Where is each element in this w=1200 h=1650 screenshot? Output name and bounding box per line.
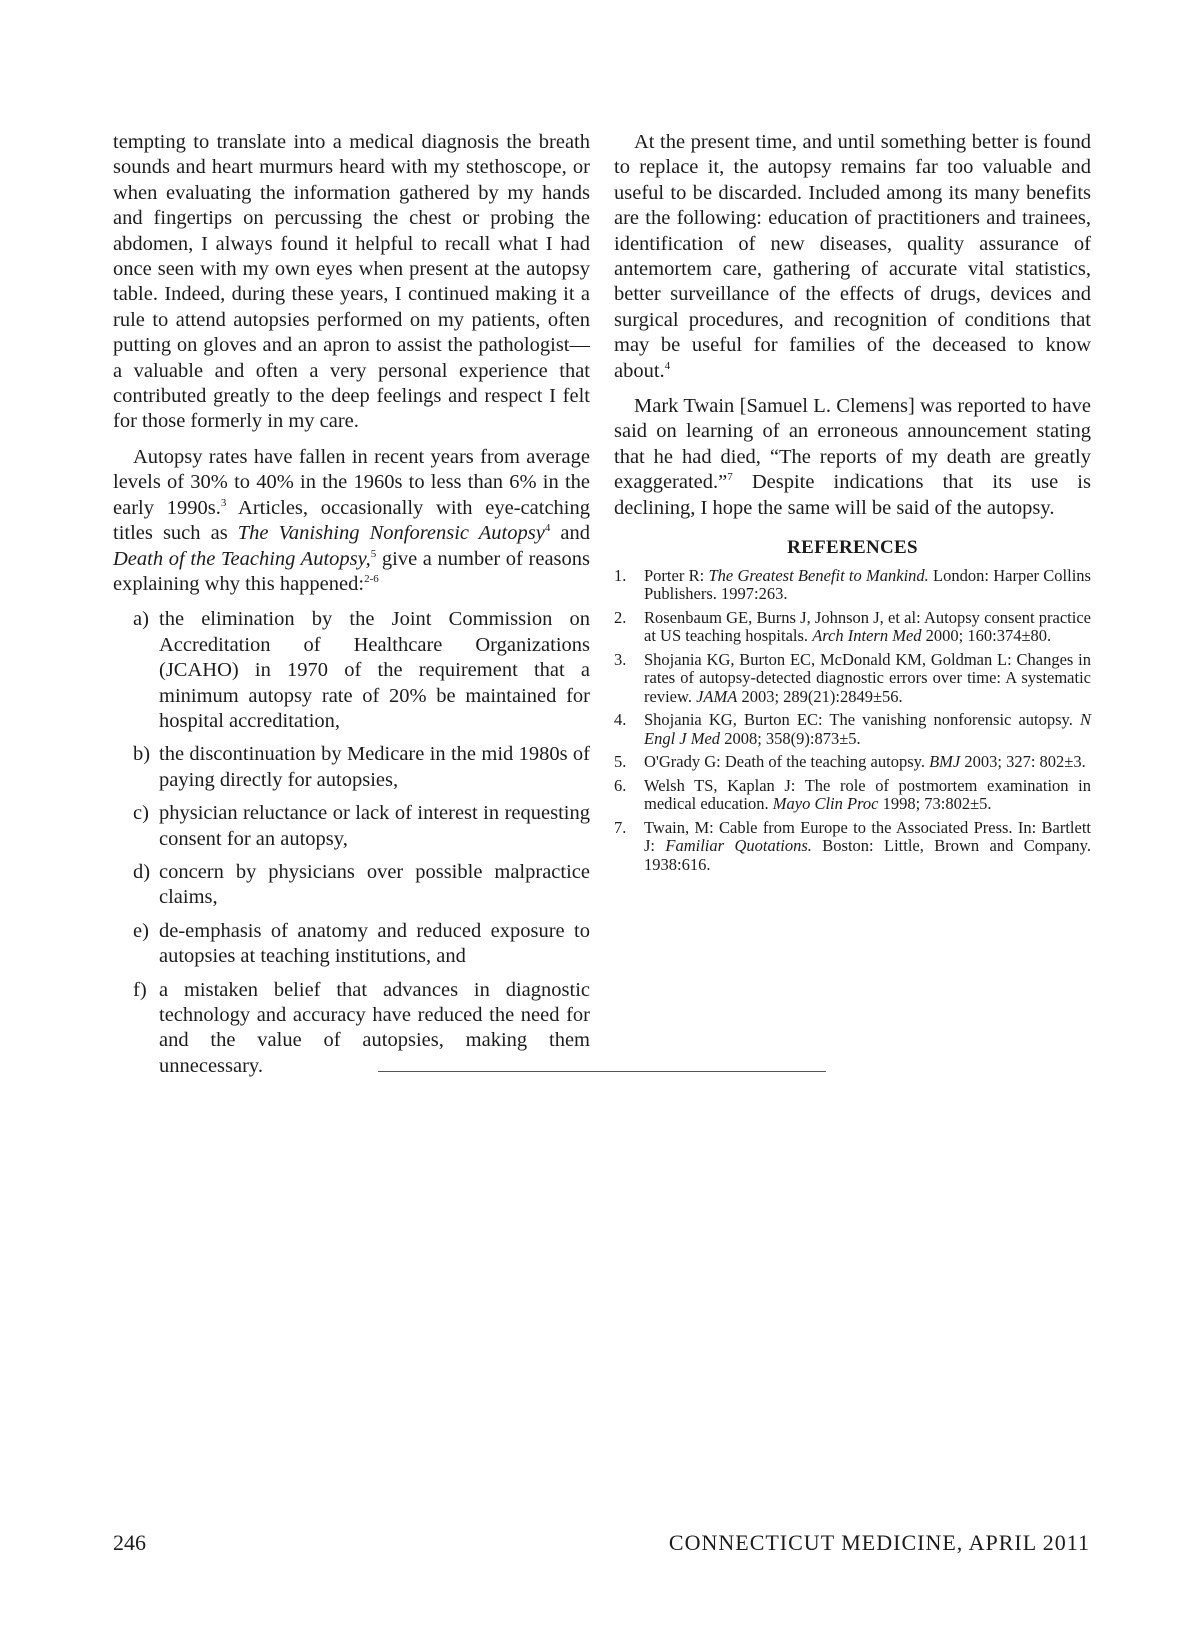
body-paragraph: tempting to translate into a medical diagnosis the breath sounds and heart murmurs heard with my stethoscope, or when evaluating the information gathered by my hands and fingertips on percussing the chest or probing the abdomen, I always found it helpful to recall what I had once seen with my own eyes when present at the autopsy table. Indeed, during these years, I continued making it a rule to attend autopsies performed on my patients, often putting on gloves and an apron to assist the pathologist— a valuable and often a very personal experience that contributed greatly to the deep feelings and respect I felt for those formerly in my care. [113, 131, 590, 433]
text-run: Rosenbaum GE, Burns J, Johnson J, et al: Autopsy consent practice at US teaching hospitals. [644, 607, 1091, 645]
text-run: and [550, 522, 591, 545]
reference-text [644, 777, 1091, 814]
left-column [113, 130, 590, 1087]
source-title: The Greatest Benefit to Mankind. [708, 565, 929, 585]
section-divider [378, 1071, 826, 1072]
reference-number: 1. [614, 565, 627, 585]
page-number: 246 [113, 1530, 146, 1555]
text-run: O'Grady G: Death of the teaching autopsy. [644, 752, 930, 771]
reasons-list [113, 607, 590, 1079]
reference-number: 4. [614, 710, 627, 729]
citation-superscript: 4 [664, 359, 671, 372]
running-footer: CONNECTICUT MEDICINE, APRIL 2011 [668, 1530, 1090, 1555]
reference-number: 5. [614, 752, 627, 771]
text-run: 2003; 327: 802±3. [960, 752, 1086, 771]
list-item-text: the discontinuation by Medicare in the mid 1980s of paying directly for autopsies, [159, 743, 590, 791]
list-marker: e) [133, 919, 149, 942]
source-title: N Engl J Med [644, 710, 1091, 748]
list-item [133, 860, 590, 911]
text-run: Boston: Little, Brown and Company. 1938:616. [644, 836, 1091, 874]
reference-item [614, 609, 1091, 646]
reference-item [614, 651, 1091, 707]
text-run: Welsh TS, Kaplan J: The role of postmortem examination in medical education. [644, 775, 1091, 813]
reference-text [644, 711, 1091, 748]
article-title: The Vanishing Nonforensic Autopsy [237, 522, 545, 545]
reference-item [614, 711, 1091, 748]
text-run: Shojania KG, Burton EC, McDonald KM, Goldman L: Changes in rates of autopsy-detected diagnostic errors over time: A systematic review. [644, 649, 1091, 706]
list-marker: b) [133, 743, 151, 766]
reference-item [614, 777, 1091, 814]
text-run: Twain, M: Cable from Europe to the Associated Press. In: Bartlett J: [644, 817, 1091, 855]
reference-item [614, 819, 1091, 875]
reference-text [644, 819, 1091, 875]
article-title: Death of the Teaching Autopsy, [113, 547, 371, 570]
text-run: 2003; 289(21):2849±56. [737, 686, 903, 706]
reference-number: 6. [614, 775, 627, 795]
text-run: Shojania KG, Burton EC: The vanishing nonforensic autopsy. [644, 710, 1080, 729]
list-item-text: concern by physicians over possible malpractice claims, [159, 860, 590, 909]
list-item [133, 801, 590, 852]
citation-superscript: 4 [544, 522, 551, 535]
reference-text [644, 567, 1091, 604]
text-run: 2000; 160:374±80. [921, 626, 1052, 645]
references-list [614, 567, 1091, 875]
source-title: Familiar Quotations. [665, 836, 812, 855]
reference-item [614, 753, 1091, 772]
list-item [133, 919, 590, 970]
reference-text [644, 609, 1091, 646]
citation-superscript: 3 [220, 496, 227, 509]
citation-superscript: 5 [370, 547, 377, 560]
reference-number: 3. [614, 649, 627, 669]
text-run: Porter R: [644, 565, 709, 585]
source-title: Mayo Clin Proc [772, 794, 879, 813]
citation-superscript: 7 [727, 471, 733, 484]
list-marker: d) [133, 860, 151, 883]
list-item-text: a mistaken belief that advances in diagnostic technology and accuracy have reduced the need for and the value of autopsies, making them unnecessary. [159, 978, 590, 1077]
list-item-text: de-emphasis of anatomy and reduced exposure to autopsies at teaching institutions, and [159, 919, 590, 968]
body-paragraph [614, 130, 1091, 384]
reference-number: 2. [614, 607, 627, 627]
text-run: 2008; 358(9):873±5. [720, 728, 861, 748]
text-run: Articles, occasionally with eye-catching titles such as [113, 496, 590, 545]
body-paragraph [113, 445, 590, 597]
text-run: Autopsy rates have fallen in recent years from average levels of 30% to 40% in the 1960s to less than 6% in the early 1990s. [113, 445, 590, 519]
body-paragraph [614, 394, 1091, 521]
source-title: JAMA [696, 686, 738, 706]
list-item [133, 607, 590, 734]
right-column [614, 130, 1091, 879]
list-item [133, 742, 590, 793]
list-item-text: the elimination by the Joint Commission on Accreditation of Healthcare Organizations (JCAHO) in 1970 of the requirement that a minimum autopsy rate of 20% be maintained for hospital accreditation, [159, 608, 590, 732]
reference-number: 7. [614, 817, 627, 837]
list-marker: a) [133, 608, 149, 631]
citation-superscript: 2-6 [364, 572, 379, 585]
reference-text [644, 753, 1091, 772]
text-run: Despite indications that its use is declining, I hope the same will be said of the autopsy. [614, 471, 1091, 519]
list-marker: f) [133, 978, 147, 1001]
text-run: At the present time, and until something better is found to replace it, the autopsy remains far too valuable and useful to be discarded. Included among its many benefits are the following: education of practitioners and trainees, identification of new diseases, quality assurance of antemortem care, gathering of accurate vital statistics, better surveillance of the effects of drugs, devices and surgical procedures, and recognition of conditions that may be useful for families of the deceased to know about. [614, 131, 1091, 382]
list-item-text: physician reluctance or lack of interest in requesting consent for an autopsy, [159, 802, 590, 850]
reference-item [614, 567, 1091, 604]
list-marker: c) [133, 802, 149, 825]
text-run: 1998; 73:802±5. [878, 794, 992, 813]
text-run: London: Harper Collins Publishers. 1997:263. [644, 565, 1091, 603]
text-run: Mark Twain [Samuel L. Clemens] was reported to have said on learning of an erroneous announcement stating that he had died, “The reports of my death are greatly exaggerated.” [614, 395, 1091, 494]
source-title: Arch Intern Med [812, 626, 922, 645]
references-heading: REFERENCES [787, 537, 918, 559]
reference-text [644, 651, 1091, 707]
source-title: BMJ [929, 752, 961, 771]
list-item [133, 978, 590, 1080]
text-run: give a number of reasons explaining why this happened: [113, 547, 590, 595]
